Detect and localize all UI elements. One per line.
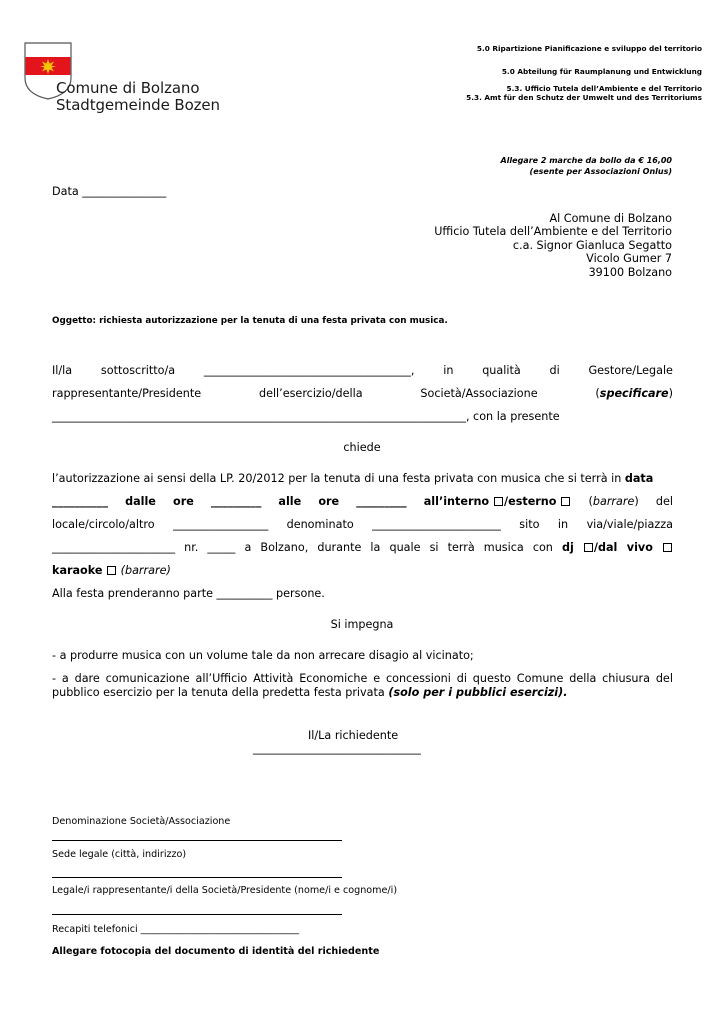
word: in [443,364,454,377]
word: via/viale/piazza [586,518,673,531]
outdoor-checkbox[interactable] [561,497,570,506]
word: a [61,672,69,685]
legal-representative-field[interactable] [52,914,342,915]
word: dare [74,672,100,685]
word: Comune [516,672,564,685]
venue-type-blank[interactable]: _________________ [173,518,269,531]
applicant-label: Il/La richiedente [308,729,399,742]
word: concessioni [385,672,451,685]
indoor-checkbox[interactable] [494,497,503,506]
word: alle [278,495,302,508]
authorization-text: l’autorizzazione ai sensi della LP. 20/2012 per la tenuta di una festa privata con musica che si terrà in [52,472,625,485]
indoor-label: all’interno [423,495,490,508]
specify-note [595,387,673,400]
word: ore [318,495,340,508]
department-de: 5.0 Abteilung für Raumplanung und Entwicklung [501,67,702,76]
commitment-2-line-2 [52,686,568,699]
body-line-8 [52,564,171,577]
live-label: /dal vivo [593,541,653,554]
word: Economiche [299,672,368,685]
recipient-line: Al Comune di Bolzano [549,212,672,225]
body-line-1 [52,364,673,377]
dj-label: dj [561,541,574,554]
phone-contacts-field[interactable]: Recapiti telefonici _________________________________ [52,924,300,935]
legal-seat-field[interactable] [52,877,342,878]
karaoke-label: karaoke [52,564,103,577]
strike-word: barrare [592,495,635,508]
word: locale/circolo/altro [52,518,155,531]
office-de: 5.3. Amt für den Schutz der Umwelt und des Territoriums [466,93,702,102]
start-time-blank[interactable]: _________ [210,495,262,508]
word: qualità [482,364,521,377]
word: Attività [253,672,294,685]
office-it: 5.3. Ufficio Tutela dell’Ambiente e del Territorio [506,84,702,93]
signature-line[interactable]: ______________________________ [253,742,421,755]
association-name-label: Denominazione Società/Associazione [52,816,231,827]
department-it: 5.0 Ripartizione Pianificazione e sviluppo del territorio [476,44,702,53]
venue-name-blank[interactable]: _______________________ [372,518,501,531]
date-blank[interactable]: __________ [52,495,108,508]
word: della [569,672,597,685]
body-line-5 [52,495,673,508]
strike-note [588,495,638,508]
word: Società/Associazione [420,387,538,400]
word: denominato [286,518,354,531]
date-label: data [624,472,654,485]
word: all’Ufficio [195,672,248,685]
word: ore [173,495,194,508]
indoor-outdoor-option [424,495,572,508]
commitment-1: - a produrre musica con un volume tale da non arrecare disagio al vicinato; [52,649,474,662]
stamp-note-exemption: (esente per Associazioni Onlus) [529,167,672,176]
word: dalle [125,495,156,508]
si-impegna-heading: Si impegna [330,618,394,631]
specify-word: specificare [599,387,669,400]
name-field[interactable]: _____________________________________, [203,364,415,377]
paren: ) [668,387,673,400]
word: Gestore/Legale [588,364,673,377]
paren: ) [634,495,639,508]
attendees-line[interactable]: Alla festa prenderanno parte __________ persone. [52,587,325,600]
recipient-line: 39100 Bolzano [588,265,672,279]
commitment-2-line-1 [52,672,673,685]
word: in [557,518,569,531]
word: del [655,495,673,508]
organization-field[interactable]: __________________________________________________________________________, con la presente [52,410,560,423]
word: sito [519,518,540,531]
address-text[interactable]: ______________________ nr. _____ a Bolzano, durante la quale si terrà musica con [52,541,562,554]
legal-representative-label: Legale/i rappresentante/i della Società/Presidente (nome/i e cognome/i) [52,885,398,896]
dj-checkbox[interactable] [584,543,593,552]
end-time-blank[interactable]: _________ [356,495,407,508]
paren: ( [588,495,593,508]
legal-seat-label: Sede legale (città, indirizzo) [52,849,187,860]
live-checkbox[interactable] [663,543,672,552]
word: rappresentante/Presidente [52,387,202,400]
attach-id-note: Allegare fotocopia del documento di identità del richiedente [52,946,380,957]
logo-text-german: Stadtgemeinde Bozen [56,96,220,114]
strike-note: (barrare) [120,564,171,577]
word: del [655,672,673,685]
recipient-line: Vicolo Gumer 7 [586,252,672,266]
chiede-heading: chiede [343,441,381,454]
body-line-4 [52,472,653,485]
recipient-block [434,212,672,279]
word: dell’esercizio/della [258,387,363,400]
karaoke-checkbox[interactable] [107,566,116,575]
word: e [373,672,381,685]
commitment-text: pubblico esercizio per la tenuta della predetta festa privata [52,686,389,699]
body-line-7 [52,541,673,554]
stamp-note: Allegare 2 marche da bollo da € 16,00 [500,156,672,165]
paren: ( [595,387,600,400]
word: comunicazione [105,672,190,685]
body-line-6 [52,518,673,531]
logo-text-italian: Comune di Bolzano [56,79,200,97]
association-name-field[interactable] [52,840,342,841]
date-field[interactable]: Data _______________ [52,185,167,198]
body-line-2 [52,387,673,400]
outdoor-label: /esterno [504,495,557,508]
recipient-line: Ufficio Tutela dell’Ambiente e del Territorio [434,225,672,239]
word: di [456,672,467,685]
recipient-line: c.a. Signor Gianluca Segatto [512,238,672,252]
public-venues-note: (solo per i pubblici esercizi). [388,686,568,699]
word: - [52,672,57,685]
word: sottoscritto/a [100,364,176,377]
word: chiusura [602,672,650,685]
subject-line: Oggetto: richiesta autorizzazione per la tenuta di una festa privata con musica. [52,316,448,326]
word: questo [472,672,511,685]
word: Il/la [52,364,73,377]
word: di [549,364,560,377]
